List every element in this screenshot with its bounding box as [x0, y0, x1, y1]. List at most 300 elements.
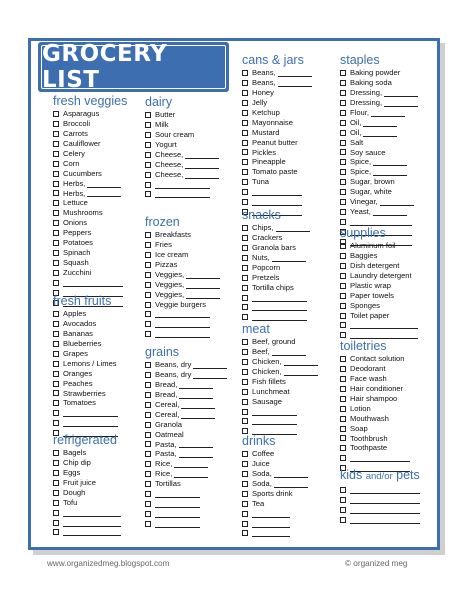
checkbox[interactable]	[242, 379, 248, 385]
write-in-line[interactable]	[155, 317, 210, 318]
checkbox[interactable]	[145, 372, 151, 378]
checkbox[interactable]	[340, 487, 346, 493]
item-label: Fish fillets	[252, 376, 286, 386]
checkbox[interactable]	[145, 422, 151, 428]
checkbox[interactable]	[242, 199, 248, 205]
checkbox[interactable]	[242, 471, 248, 477]
item-label: Asparagus	[63, 109, 100, 118]
checkbox[interactable]	[242, 295, 248, 301]
checkbox[interactable]	[242, 235, 248, 241]
list-item	[340, 515, 436, 525]
write-in-line[interactable]	[380, 205, 414, 206]
checkbox[interactable]	[53, 500, 59, 506]
write-in-line[interactable]	[181, 418, 215, 419]
item-label: Beans, dry	[155, 369, 192, 379]
checkbox[interactable]	[53, 270, 59, 276]
write-in-line[interactable]	[63, 416, 118, 417]
write-in-line[interactable]	[350, 503, 420, 504]
checkbox[interactable]	[242, 530, 248, 536]
checkbox[interactable]	[242, 304, 248, 310]
checkbox[interactable]	[145, 262, 151, 268]
checkbox[interactable]	[53, 450, 59, 456]
checkbox[interactable]	[145, 491, 151, 497]
checkbox[interactable]	[242, 275, 248, 281]
checkbox[interactable]	[53, 460, 59, 466]
write-in-line[interactable]	[155, 188, 210, 189]
write-in-line[interactable]	[185, 178, 219, 179]
checkbox[interactable]	[53, 220, 59, 226]
write-in-line[interactable]	[276, 231, 310, 232]
checkbox[interactable]	[145, 471, 151, 477]
write-in-line[interactable]	[179, 457, 213, 458]
write-in-line[interactable]	[155, 527, 200, 528]
checkbox[interactable]	[145, 511, 151, 517]
item-label: Oranges	[63, 368, 93, 378]
checkbox[interactable]	[242, 389, 248, 395]
checkbox[interactable]	[53, 200, 59, 206]
write-in-line[interactable]	[63, 535, 121, 536]
checkbox[interactable]	[145, 132, 151, 138]
checkbox[interactable]	[340, 130, 346, 136]
list-item	[340, 321, 436, 331]
list-item	[340, 118, 436, 128]
checkbox[interactable]	[242, 245, 248, 251]
item-label: Lettuce	[63, 198, 88, 208]
write-in-line[interactable]	[252, 424, 297, 425]
checkbox[interactable]	[242, 159, 248, 165]
write-in-line[interactable]	[155, 327, 210, 328]
checkbox[interactable]	[242, 418, 248, 424]
list-section	[242, 208, 334, 322]
checkbox[interactable]	[145, 272, 151, 278]
checkbox[interactable]	[242, 120, 248, 126]
checkbox[interactable]	[242, 80, 248, 86]
write-in-line[interactable]	[252, 310, 307, 311]
list-item	[145, 420, 237, 430]
write-in-line[interactable]	[371, 116, 405, 117]
checkbox[interactable]	[53, 470, 59, 476]
checkbox[interactable]	[340, 253, 346, 259]
write-in-line[interactable]	[373, 175, 407, 176]
checkbox[interactable]	[340, 209, 346, 215]
checkbox[interactable]	[145, 321, 151, 327]
write-in-line[interactable]	[363, 136, 397, 137]
item-label: Beef,	[252, 346, 270, 356]
list-item	[242, 233, 334, 243]
checkbox[interactable]	[53, 480, 59, 486]
list-item	[53, 339, 143, 349]
list-item	[242, 357, 334, 367]
checkbox[interactable]	[340, 313, 346, 319]
checkbox[interactable]	[145, 432, 151, 438]
write-in-line[interactable]	[363, 126, 397, 127]
checkbox[interactable]	[145, 172, 151, 178]
list-item	[145, 160, 237, 170]
checkbox[interactable]	[53, 260, 59, 266]
write-in-line[interactable]	[186, 278, 220, 279]
checkbox[interactable]	[53, 390, 59, 396]
checkbox[interactable]	[145, 152, 151, 158]
checkbox[interactable]	[340, 189, 346, 195]
item-label: Tortillas	[155, 479, 181, 489]
write-in-line[interactable]	[350, 461, 410, 462]
checkbox[interactable]	[340, 497, 346, 503]
checkbox[interactable]	[53, 510, 59, 516]
item-label: Dressing,	[350, 87, 383, 97]
checkbox[interactable]	[145, 162, 151, 168]
checkbox[interactable]	[242, 100, 248, 106]
checkbox[interactable]	[53, 490, 59, 496]
checkbox[interactable]	[242, 511, 248, 517]
checkbox[interactable]	[53, 111, 59, 117]
checkbox[interactable]	[340, 283, 346, 289]
checkbox[interactable]	[340, 356, 346, 362]
checkbox[interactable]	[340, 322, 346, 328]
checkbox[interactable]	[340, 416, 346, 422]
list-item	[340, 78, 436, 88]
checkbox[interactable]	[340, 303, 346, 309]
checkbox[interactable]	[340, 70, 346, 76]
checkbox[interactable]	[53, 371, 59, 377]
list-item	[340, 157, 436, 167]
write-in-line[interactable]	[63, 426, 118, 427]
list-item	[145, 360, 237, 370]
checkbox[interactable]	[242, 70, 248, 76]
checkbox[interactable]	[53, 331, 59, 337]
checkbox[interactable]	[242, 169, 248, 175]
checkbox[interactable]	[53, 321, 59, 327]
checkbox[interactable]	[340, 293, 346, 299]
checkbox[interactable]	[340, 110, 346, 116]
list-item	[242, 128, 334, 138]
footer-copyright: © organized meg	[345, 559, 408, 568]
write-in-line[interactable]	[185, 158, 219, 159]
checkbox[interactable]	[242, 359, 248, 365]
checkbox[interactable]	[145, 441, 151, 447]
item-label: Bread,	[155, 389, 178, 399]
checkbox[interactable]	[340, 435, 346, 441]
checkbox[interactable]	[340, 100, 346, 106]
checkbox[interactable]	[242, 461, 248, 467]
item-label: Veggies,	[155, 269, 185, 279]
checkbox[interactable]	[242, 314, 248, 320]
list-section	[53, 294, 143, 438]
item-label: Hair shampoo	[350, 393, 398, 403]
list-item	[340, 404, 436, 414]
write-in-line[interactable]	[63, 516, 121, 517]
write-in-line[interactable]	[252, 415, 297, 416]
item-label: Dish detergent	[350, 260, 400, 270]
item-label: Granola bars	[252, 242, 296, 252]
checkbox[interactable]	[53, 210, 59, 216]
item-label: Spinach	[63, 248, 91, 258]
checkbox[interactable]	[242, 501, 248, 507]
checkbox[interactable]	[53, 529, 59, 535]
checkbox[interactable]	[340, 332, 346, 338]
list-item	[53, 109, 143, 119]
checkbox[interactable]	[145, 282, 151, 288]
checkbox[interactable]	[340, 273, 346, 279]
list-section	[242, 322, 334, 436]
checkbox[interactable]	[242, 265, 248, 271]
list-item	[145, 380, 237, 390]
checkbox[interactable]	[145, 362, 151, 368]
write-in-line[interactable]	[155, 197, 210, 198]
item-label: Apples	[63, 309, 87, 318]
checkbox[interactable]	[145, 112, 151, 118]
checkbox[interactable]	[340, 219, 346, 225]
write-in-line[interactable]	[179, 388, 213, 389]
checkbox[interactable]	[53, 240, 59, 246]
item-label: Soap	[350, 423, 368, 433]
list-item	[53, 258, 143, 268]
checkbox[interactable]	[242, 255, 248, 261]
list-item	[242, 347, 334, 357]
write-in-line[interactable]	[252, 195, 302, 196]
checkbox[interactable]	[53, 400, 59, 406]
checkbox[interactable]	[53, 250, 59, 256]
checkbox[interactable]	[242, 409, 248, 415]
write-in-line[interactable]	[179, 447, 213, 448]
checkbox[interactable]	[145, 311, 151, 317]
checkbox[interactable]	[340, 90, 346, 96]
write-in-line[interactable]	[63, 286, 123, 287]
write-in-line[interactable]	[179, 398, 213, 399]
list-item	[53, 468, 143, 478]
checkbox[interactable]	[53, 161, 59, 167]
checkbox[interactable]	[242, 369, 248, 375]
list-item	[145, 489, 237, 499]
item-label: Hair conditioner	[350, 383, 404, 393]
checkbox[interactable]	[145, 382, 151, 388]
write-in-line[interactable]	[373, 215, 407, 216]
checkbox[interactable]	[53, 141, 59, 147]
write-in-line[interactable]	[252, 536, 290, 537]
item-label: Carrots	[63, 128, 88, 138]
write-in-line[interactable]	[193, 368, 227, 369]
checkbox[interactable]	[340, 366, 346, 372]
checkbox[interactable]	[145, 232, 151, 238]
item-label: Spice,	[350, 167, 372, 177]
list-item	[242, 489, 334, 499]
list-item	[242, 337, 334, 347]
checkbox[interactable]	[145, 402, 151, 408]
write-in-line[interactable]	[186, 298, 220, 299]
write-in-line[interactable]	[252, 517, 290, 518]
item-label: Aluminum foil	[350, 241, 396, 250]
checkbox[interactable]	[340, 376, 346, 382]
checkbox[interactable]	[53, 381, 59, 387]
checkbox[interactable]	[145, 242, 151, 248]
checkbox[interactable]	[145, 521, 151, 527]
checkbox[interactable]	[340, 80, 346, 86]
checkbox[interactable]	[53, 171, 59, 177]
checkbox[interactable]	[340, 517, 346, 523]
item-label: Beans,	[252, 68, 276, 77]
checkbox[interactable]	[145, 461, 151, 467]
write-in-line[interactable]	[350, 493, 420, 494]
checkbox[interactable]	[145, 252, 151, 258]
checkbox[interactable]	[340, 120, 346, 126]
checkbox[interactable]	[340, 445, 346, 451]
write-in-line[interactable]	[155, 507, 200, 508]
checkbox[interactable]	[145, 191, 151, 197]
checkbox[interactable]	[340, 386, 346, 392]
checkbox[interactable]	[340, 426, 346, 432]
item-label: Squash	[63, 258, 89, 268]
item-label: Onions	[63, 218, 88, 228]
checkbox[interactable]	[340, 179, 346, 185]
list-item	[145, 260, 237, 270]
checkbox[interactable]	[340, 140, 346, 146]
write-in-line[interactable]	[252, 527, 290, 528]
checkbox[interactable]	[340, 169, 346, 175]
write-in-line[interactable]	[384, 96, 418, 97]
checkbox[interactable]	[53, 341, 59, 347]
list-item	[145, 469, 237, 479]
list-item	[340, 138, 436, 148]
checkbox[interactable]	[242, 179, 248, 185]
write-in-line[interactable]	[174, 467, 208, 468]
checkbox[interactable]	[242, 225, 248, 231]
checkbox[interactable]	[53, 420, 59, 426]
checkbox[interactable]	[53, 190, 59, 196]
checkbox[interactable]	[53, 181, 59, 187]
checkbox[interactable]	[145, 182, 151, 188]
write-in-line[interactable]	[155, 497, 200, 498]
list-item	[145, 430, 237, 440]
checkbox[interactable]	[145, 292, 151, 298]
checkbox[interactable]	[242, 189, 248, 195]
item-label: Granola	[155, 419, 183, 429]
write-in-line[interactable]	[181, 408, 215, 409]
write-in-line[interactable]	[350, 523, 420, 524]
write-in-line[interactable]	[278, 76, 312, 77]
item-label: Rice,	[155, 469, 173, 479]
checkbox[interactable]	[53, 280, 59, 286]
write-in-line[interactable]	[350, 513, 420, 514]
write-in-line[interactable]	[284, 365, 318, 366]
write-in-line[interactable]	[63, 526, 121, 527]
write-in-line[interactable]	[252, 301, 307, 302]
item-label: Coffee	[252, 449, 275, 458]
checkbox[interactable]	[340, 406, 346, 412]
item-label: Dough	[63, 487, 86, 497]
checkbox[interactable]	[242, 481, 248, 487]
checkbox[interactable]	[340, 455, 346, 461]
checkbox[interactable]	[242, 451, 248, 457]
checkbox[interactable]	[145, 412, 151, 418]
item-label: Mushrooms	[63, 208, 103, 218]
write-in-line[interactable]	[278, 86, 312, 87]
checkbox[interactable]	[53, 361, 59, 367]
write-in-line[interactable]	[185, 168, 219, 169]
write-in-line[interactable]	[174, 477, 208, 478]
item-label: Lotion	[350, 403, 371, 413]
write-in-line[interactable]	[274, 487, 308, 488]
write-in-line[interactable]	[350, 328, 418, 329]
section-title: snacks	[242, 208, 281, 222]
checkbox[interactable]	[145, 331, 151, 337]
list-item	[145, 270, 237, 280]
checkbox[interactable]	[340, 263, 346, 269]
checkbox[interactable]	[53, 230, 59, 236]
write-in-line[interactable]	[272, 355, 306, 356]
list-section	[145, 95, 237, 199]
checkbox[interactable]	[242, 110, 248, 116]
checkbox[interactable]	[145, 302, 151, 308]
write-in-line[interactable]	[384, 106, 418, 107]
checkbox[interactable]	[145, 451, 151, 457]
checkbox[interactable]	[340, 159, 346, 165]
write-in-line[interactable]	[274, 477, 308, 478]
checkbox[interactable]	[242, 90, 248, 96]
checkbox[interactable]	[145, 122, 151, 128]
section-title: dairy	[145, 95, 173, 109]
checkbox[interactable]	[340, 243, 346, 249]
checkbox[interactable]	[145, 501, 151, 507]
checkbox[interactable]	[53, 520, 59, 526]
list-section	[340, 339, 436, 473]
list-item	[340, 301, 436, 311]
checkbox[interactable]	[242, 349, 248, 355]
checkbox[interactable]	[53, 410, 59, 416]
write-in-line[interactable]	[155, 337, 210, 338]
list-item	[242, 367, 334, 377]
checkbox[interactable]	[145, 392, 151, 398]
write-in-line[interactable]	[186, 288, 220, 289]
checkbox[interactable]	[242, 339, 248, 345]
write-in-line[interactable]	[87, 187, 121, 188]
checkbox[interactable]	[242, 285, 248, 291]
checkbox[interactable]	[242, 399, 248, 405]
write-in-line[interactable]	[252, 205, 302, 206]
checkbox[interactable]	[53, 311, 59, 317]
checkbox[interactable]	[242, 140, 248, 146]
checkbox[interactable]	[53, 151, 59, 157]
item-label: Tofu	[63, 497, 78, 507]
write-in-line[interactable]	[155, 517, 200, 518]
checkbox[interactable]	[242, 149, 248, 155]
checkbox[interactable]	[53, 121, 59, 127]
write-in-line[interactable]	[272, 261, 306, 262]
checkbox[interactable]	[242, 521, 248, 527]
checkbox[interactable]	[340, 199, 346, 205]
checkbox[interactable]	[53, 131, 59, 137]
list-item	[242, 98, 334, 108]
list-item	[53, 169, 143, 179]
checkbox[interactable]	[53, 351, 59, 357]
checkbox[interactable]	[242, 491, 248, 497]
list-item	[53, 278, 143, 288]
checkbox[interactable]	[340, 149, 346, 155]
checkbox[interactable]	[340, 396, 346, 402]
checkbox[interactable]	[340, 507, 346, 513]
write-in-line[interactable]	[193, 378, 227, 379]
list-section	[53, 94, 143, 308]
list-item	[145, 449, 237, 459]
checkbox[interactable]	[242, 130, 248, 136]
item-label: Dressing,	[350, 97, 383, 107]
item-label: Soda,	[252, 478, 272, 488]
list-item	[145, 390, 237, 400]
write-in-line[interactable]	[284, 375, 318, 376]
write-in-line[interactable]	[373, 165, 407, 166]
write-in-line[interactable]	[87, 196, 121, 197]
item-label: Celery	[63, 148, 85, 158]
checkbox[interactable]	[145, 481, 151, 487]
checkbox[interactable]	[145, 142, 151, 148]
